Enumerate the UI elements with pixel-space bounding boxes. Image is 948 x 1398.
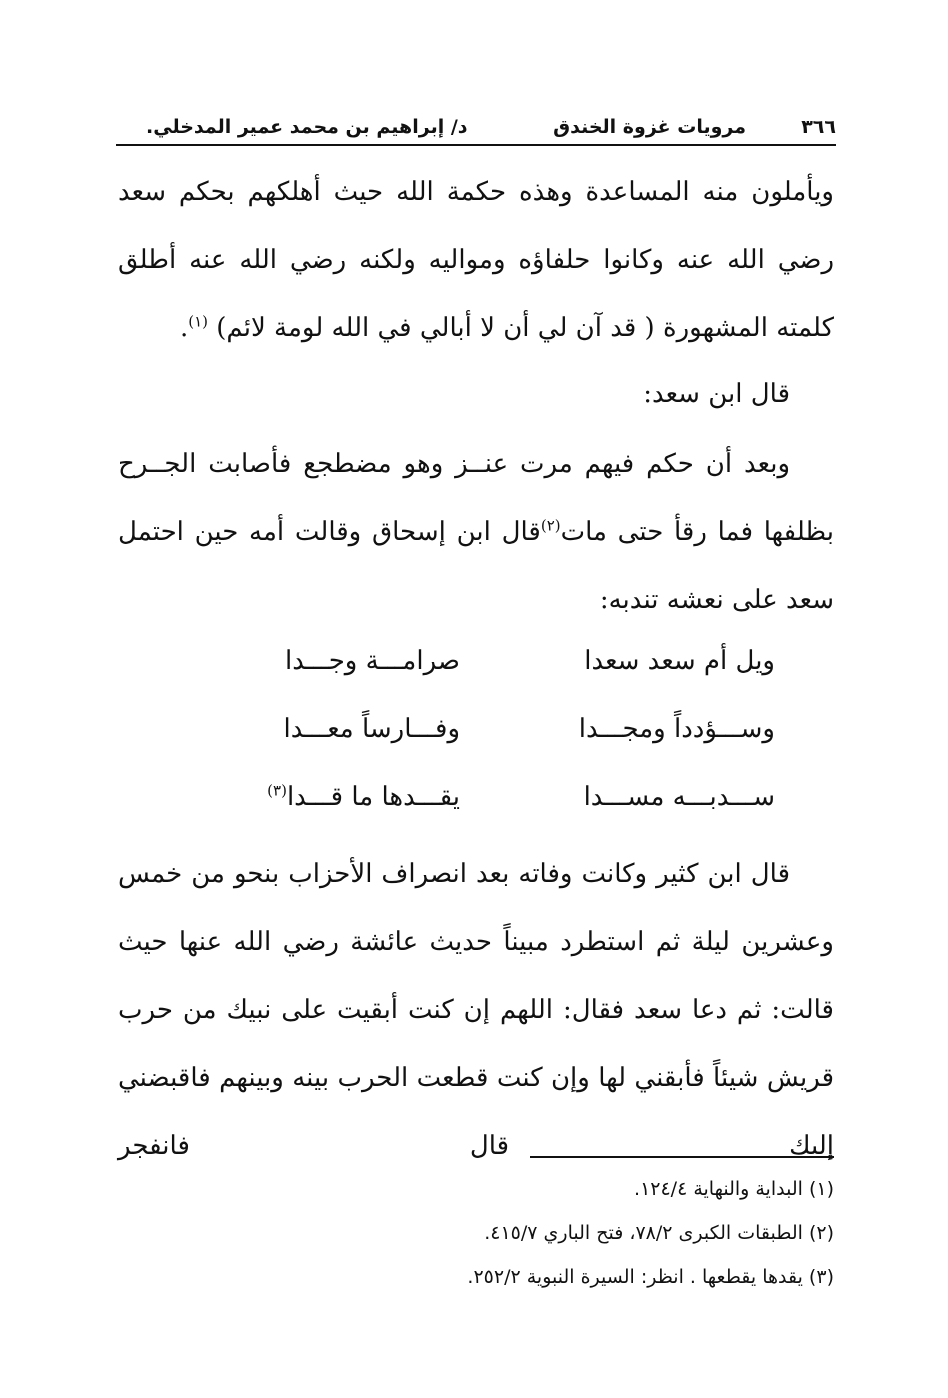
paragraph-1-end: . <box>179 313 189 343</box>
paragraph-2-text: قال ابن سعد: <box>643 379 790 409</box>
footnote-ref-2: (٢) <box>540 516 561 535</box>
verse-2-second-hemistich: وفـــارساً معـــدا <box>283 714 460 744</box>
paragraph-1 <box>118 158 834 362</box>
paragraph-4-text: قال ابن كثير وكانت وفاته بعد انصراف الأحزاب بنحو من خمس وعشرين ليلة ثم استطرد مبيناً حديث عائشة رضي الله عنها حيث قالت: ثم دعا سعد فقال: اللهم إن كنت أبقيت على نبيك من حرب قريش شيئاً فأبقني لها وإن كنت قطعت الحرب بينه وبينهم فاقبضني إليك قال فانفجر <box>118 859 834 1161</box>
paragraph-3 <box>118 430 834 634</box>
paragraph-text <box>118 158 834 362</box>
paragraph-1-text: ويأملون منه المساعدة وهذه حكمة الله حيث أهلكهم بحكم سعد رضي الله عنه وكانوا حلفاؤه ومواليه ولكنه رضي الله عنه أطلق كلمته المشهورة ( قد آن لي أن لا أبالي في الله لومة لائم) <box>118 177 834 343</box>
verse-2-first-hemistich: وســـؤدداً ومجـــدا <box>578 714 775 744</box>
verse-3-second-hemistich <box>250 782 460 822</box>
paragraph-text <box>118 430 834 634</box>
verse-1-second-hemistich: صرامـــة وجـــدا <box>285 646 460 676</box>
verse-3-first-hemistich: ســـدبـــه مســـدا <box>583 782 775 812</box>
book-title: مرويات غزوة الخندق <box>553 116 746 138</box>
footnote-ref-1: (١) <box>188 312 209 331</box>
footnote-divider <box>530 1156 834 1158</box>
footnote-ref-3: (٣) <box>267 781 287 800</box>
paragraph-2 <box>118 360 834 428</box>
paragraph-4 <box>118 840 834 1180</box>
page-number: ٣٦٦ <box>801 116 836 138</box>
running-header <box>116 110 836 146</box>
author-name: د/ إبراهيم بن محمد عمير المدخلي. <box>146 116 468 138</box>
verse-3-second-text: يقـــدها ما قـــدا <box>286 782 460 812</box>
paragraph-3-text-a: وبعد أن حكم فيهم مرت عنــز وهو مضطجع فأصابت الجــرح بظلفها فما رقأ حتى مات <box>118 449 834 547</box>
footnote-1: (١) البداية والنهاية ١٢٤/٤. <box>634 1178 834 1200</box>
footnote-3: (٣) يقدها يقطعها . انظر: السيرة النبوية ٢٥٢/٢. <box>467 1266 834 1288</box>
footnote-2: (٢) الطبقات الكبرى ٧٨/٢، فتح الباري ٤١٥/٧. <box>484 1222 834 1244</box>
header-divider <box>116 144 836 146</box>
verse-1-first-hemistich: ويل أم سعد سعدا <box>584 646 775 676</box>
paragraph-3-text-b: قال ابن إسحاق وقالت أمه حين احتمل سعد على نعشه تندبه: <box>118 517 834 615</box>
